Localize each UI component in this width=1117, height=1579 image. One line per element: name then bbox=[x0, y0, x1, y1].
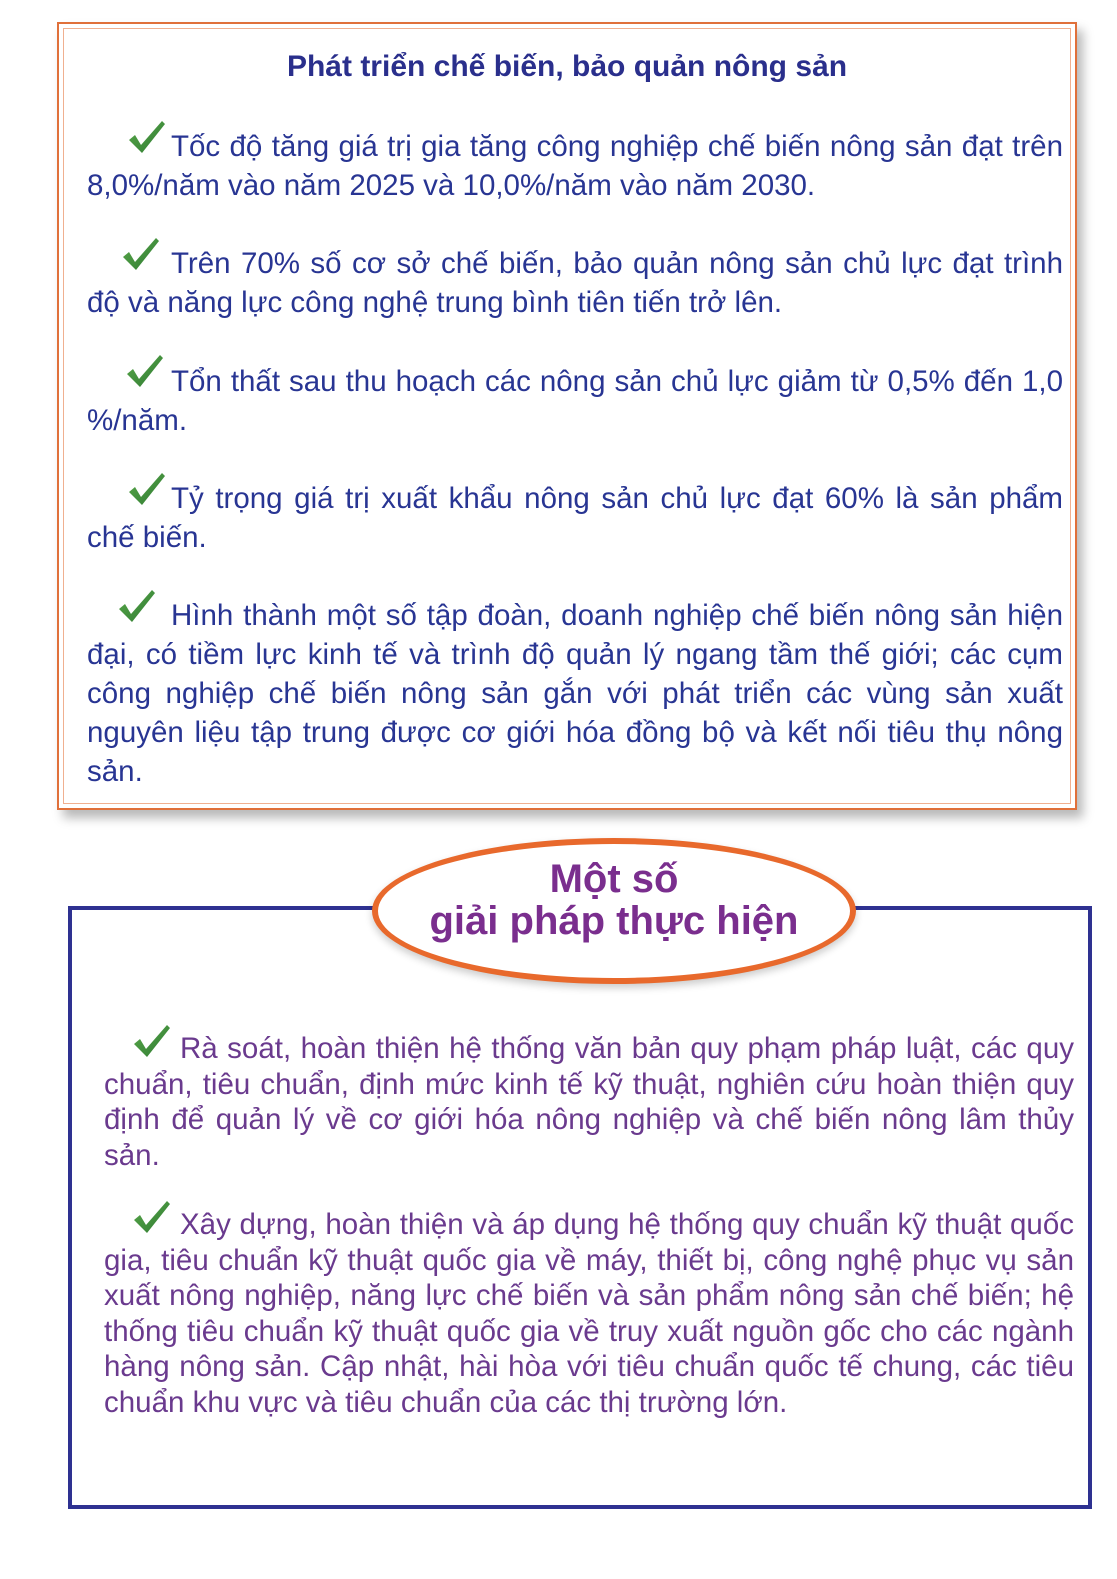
solutions-title-line2: giải pháp thực hiện bbox=[429, 899, 799, 943]
top-section-title: Phát triển chế biến, bảo quản nông sản bbox=[286, 50, 848, 83]
solutions-title-line1: Một số bbox=[549, 857, 679, 901]
top-list-item: Tổn thất sau thu hoạch các nông sản chủ lực giảm từ 0,5% đến 1,0 %/năm. bbox=[87, 365, 1063, 437]
top-list-item: Trên 70% số cơ sở chế biến, bảo quản nông sản chủ lực đạt trình độ và năng lực công nghệ trung bình tiên tiến trở lên. bbox=[87, 247, 1063, 319]
top-list-item: Tốc độ tăng giá trị gia tăng công nghiệp chế biến nông sản đạt trên 8,0%/năm vào năm 2025 và 10,0%/năm vào năm 2030. bbox=[87, 130, 1063, 202]
top-info-box bbox=[57, 22, 1077, 810]
solution-list-item: Xây dựng, hoàn thiện và áp dụng hệ thống quy chuẩn kỹ thuật quốc gia, tiêu chuẩn kỹ thuật quốc gia về máy, thiết bị, công nghệ phục vụ sản xuất nông nghiệp, năng lực chế biến và sản phẩm nông sản chế biến; hệ thống tiêu chuẩn kỹ thuật quốc gia về truy xuất nguồn gốc cho các ngành hàng nông sản. Cập nhật, hài hòa với tiêu chuẩn quốc tế chung, các tiêu chuẩn khu vực và tiêu chuẩn của các thị trường lớn. bbox=[104, 1208, 1074, 1419]
top-list-item: Tỷ trọng giá trị xuất khẩu nông sản chủ lực đạt 60% là sản phẩm chế biến. bbox=[87, 482, 1063, 554]
top-list-item: Hình thành một số tập đoàn, doanh nghiệp chế biến nông sản hiện đại, có tiềm lực kinh tế và trình độ quản lý ngang tầm thế giới; các cụm công nghiệp chế biến nông sản gắn với phát triển các vùng sản xuất nguyên liệu tập trung được cơ giới hóa đồng bộ và kết nối tiêu thụ nông sản. bbox=[87, 599, 1063, 788]
solutions-title-oval bbox=[372, 838, 856, 984]
solution-list-item: Rà soát, hoàn thiện hệ thống văn bản quy phạm pháp luật, các quy chuẩn, tiêu chuẩn, định mức kinh tế kỹ thuật, nghiên cứu hoàn thiện quy định để quản lý về cơ giới hóa nông nghiệp và chế biến nông lâm thủy sản. bbox=[104, 1032, 1074, 1172]
